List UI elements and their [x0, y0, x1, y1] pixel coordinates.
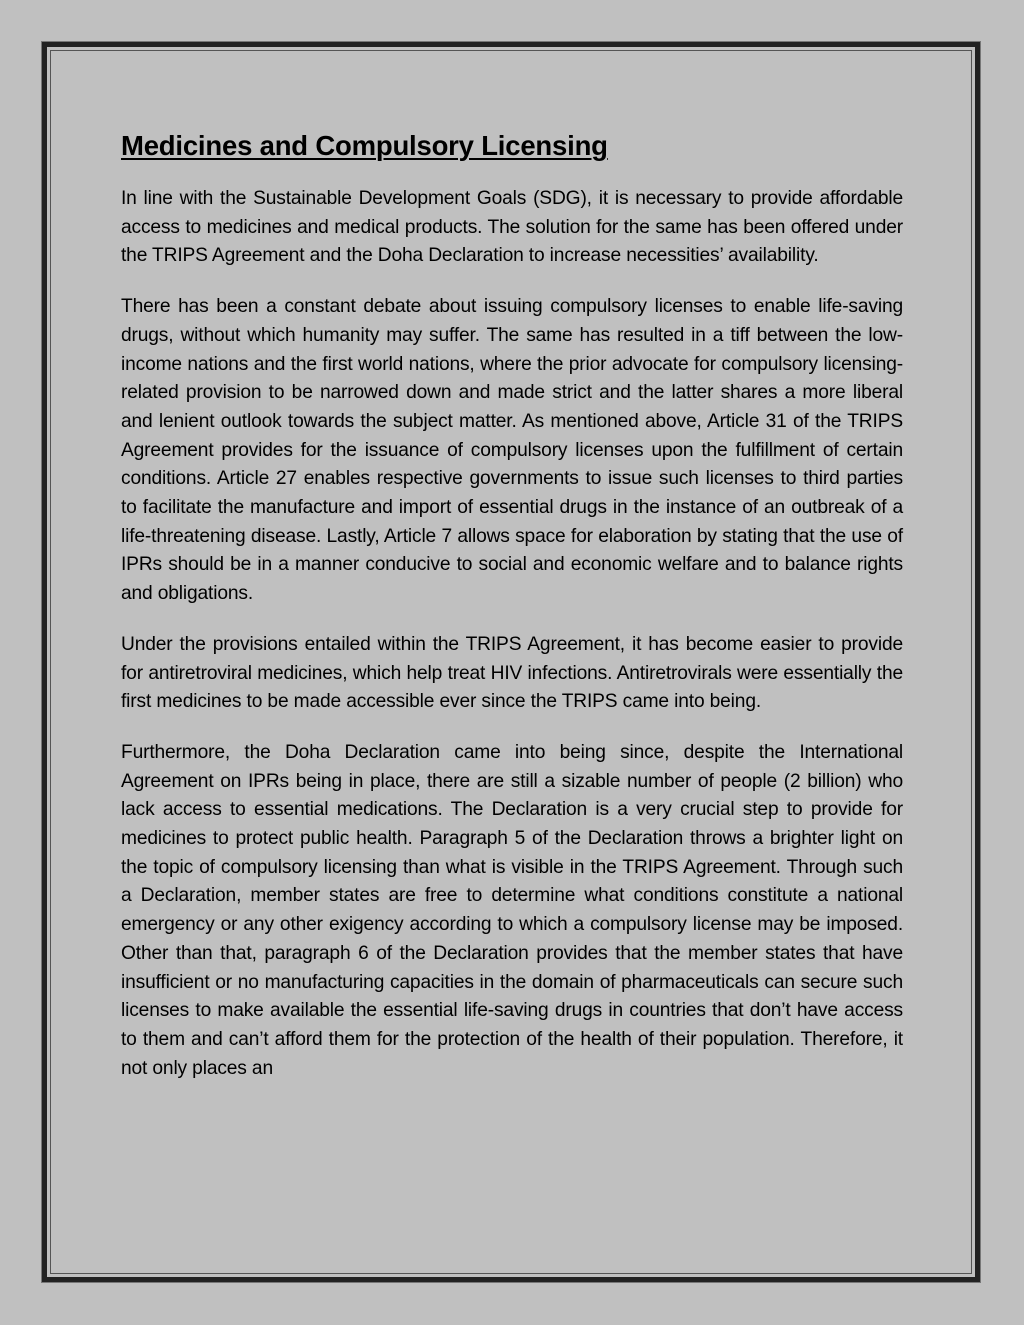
- paragraph-doha-declaration: Furthermore, the Doha Declaration came into being since, despite the International Agreement on IPRs being in place, there are still a sizable number of people (2 billion) who lack access to essential medications. The Declaration is a very crucial step to provide for medicines to protect public health. Paragraph 5 of the Declaration throws a brighter light on the topic of compulsory licensing than what is visible in the TRIPS Agreement. Through such a Declaration, member states are free to determine what conditions constitute a national emergency or any other exigency according to which a compulsory license may be imposed. Other than that, paragraph 6 of the Declaration provides that the member states that have insufficient or no manufacturing capacities in the domain of pharmaceuticals can secure such licenses to make available the essential life-saving drugs in countries that don’t have access to them and can’t afford them for the protection of the health of their population. Therefore, it not only places an: [121, 741, 903, 1079]
- paragraph-compulsory-license-debate: There has been a constant debate about issuing compulsory licenses to enable life-saving drugs, without which humanity may suffer. The same has resulted in a tiff between the low-income nations and the first world nations, where the prior advocate for compulsory licensing-related provision to be narrowed down and made strict and the latter shares a more liberal and lenient outlook towards the subject matter. As mentioned above, Article 31 of the TRIPS Agreement provides for the issuance of compulsory licenses upon the fulfillment of certain conditions. Article 27 enables respective governments to issue such licenses to third parties to facilitate the manufacture and import of essential drugs in the instance of an outbreak of a life-threatening disease. Lastly, Article 7 allows space for elaboration by stating that the use of IPRs should be in a manner conducive to social and economic welfare and to balance rights and obligations.: [121, 296, 903, 605]
- page-title: Medicines and Compulsory Licensing: [121, 130, 608, 161]
- paragraph-antiretrovirals: Under the provisions entailed within the TRIPS Agreement, it has become easier to provide for antiretroviral medicines, which help treat HIV infections. Antiretrovirals were essentially the first medicines to be made accessible ever since the TRIPS came into being.: [121, 633, 903, 713]
- paragraph-sdg-access: In line with the Sustainable Development Goals (SDG), it is necessary to provide affordable access to medicines and medical products. The solution for the same has been offered under the TRIPS Agreement and the Doha Declaration to increase necessities’ availability.: [121, 188, 903, 267]
- document-body: [121, 129, 903, 1083]
- document-page: [42, 42, 980, 1282]
